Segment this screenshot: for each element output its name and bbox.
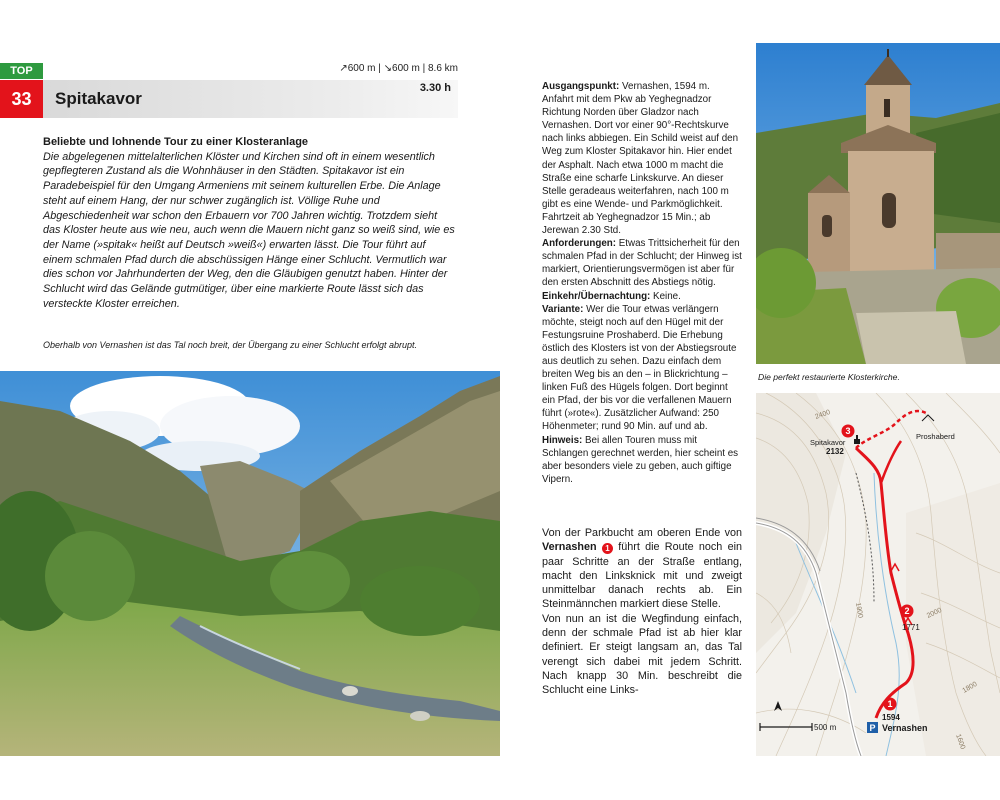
- intro-body: Die abgelegenen mittelalterlichen Klöster und Kirchen sind oft in einem wesentlich gepflegteren Zustand als die Wohnhäuser in den Städten. Spitakavor ist ein Paradebeispiel für den Umgang Armeniens mit seinem kulturellen Erbe. Die Anlage steht auf einem Hang, der nur schwer zugänglich ist. Völlige Ruhe und Abgeschiedenheit war schon den Erbauern vor 700 Jahren wichtig. Trotzdem sieht das Kloster heute aus wie neu, auch wenn die Mauern nicht ganz so weiß sind, wie es der Name (»spitak« heißt auf Deutsch »weiß«) erwarten lässt. Die Tour führt auf einem schmalen Pfad durch die abschüssigen Hänge einer Schlucht. Vermutlich war dies schon vor Jahrhunderten der Weg, den die Gläubigen genutzt haben. Hinter der Schlucht wird das Gelände gutmütiger, über eine markierte Route lässt sich das versteckte Kloster erreichen.: [43, 150, 455, 310]
- church-illustration: [756, 43, 1000, 364]
- map-waypoint-3: [842, 425, 855, 438]
- contour-label-1800: 1800: [961, 680, 979, 695]
- map-label-vernashen: Vernashen: [882, 723, 928, 733]
- valley-illustration: [0, 371, 500, 756]
- intro-headline: Beliebte und lohnende Tour zu einer Klosteranlage: [43, 136, 309, 148]
- map-waypoint-2: [901, 605, 914, 618]
- intro-section: [43, 135, 456, 311]
- church-photo-caption: Die perfekt restaurierte Klosterkirche.: [758, 372, 900, 382]
- info-req-text: Etwas Trittsicherheit für den schmalen Pfad in der Schlucht; der Hinweg ist markiert, Orientierungsvermögen ist aber für den ersten Abschnitt des Abstiegs nötig.: [542, 238, 742, 289]
- route-p1-end: führt die Route noch ein paar Schritte an der Straße entlang, macht den Linksknick mit und zweigt unmittelbar danach rechts ab. Ein Steinmännchen markiert diese Stelle.: [542, 541, 742, 611]
- map-waypoint-2-label: 2: [904, 606, 910, 616]
- info-variant: [542, 303, 742, 434]
- top-badge: TOP: [0, 63, 43, 79]
- info-note: [542, 434, 742, 486]
- map-svg: [756, 393, 1000, 756]
- info-start-label: Ausgangspunkt:: [542, 81, 620, 92]
- map-label-proshaberd: Proshaberd: [916, 432, 955, 441]
- route-description: [542, 526, 742, 698]
- map-scale-label: 500 m: [814, 723, 837, 732]
- parking-icon: [867, 722, 878, 733]
- info-note-label: Hinweis:: [542, 434, 583, 446]
- route-map: [756, 393, 1000, 756]
- map-elevation-vernashen: 1594: [882, 713, 900, 722]
- route-p1-start: Von der Parkbucht am oberen Ende von: [542, 527, 742, 539]
- route-paragraph-1: [542, 526, 742, 612]
- tour-stats: ↗600 m | ↘600 m | 8.6 km: [339, 63, 458, 74]
- route-paragraph-2: Von nun an ist die Wegfindung einfach, denn der schmale Pfad ist ab hier klar definiert. Er steigt langsam an, das Tal verengt sich dabei mit jedem Schritt. Nach knapp 30 Min. beschreibt die Schlucht eine Links-: [542, 612, 742, 697]
- info-block: [542, 80, 742, 486]
- info-var-text: Wer die Tour etwas verlängern möchte, steigt noch auf den Hügel mit der Festungsruine Proshaberd. Die Erhebung östlich des Klosters ist von der Abstiegsroute aus deutlich zu sehen. Dazu einfach dem breiten Weg bis an den – in Blickrichtung – linken Fuß des Hügels folgen. Dort beginnt ein Pfad, der bis vor die verfallenen Mauern führt (»rote«). Zusätzlicher Aufwand: 250 Höhenmeter; rund 90 Min. auf und ab.: [542, 303, 737, 433]
- map-label-spitakavor: Spitakavor: [810, 438, 846, 447]
- valley-photo: [0, 371, 500, 756]
- contour-label-2400: 2400: [814, 408, 832, 421]
- info-stop-text: Keine.: [650, 290, 681, 302]
- parking-label: P: [869, 723, 876, 733]
- info-requirements: [542, 237, 742, 289]
- info-var-label: Variante:: [542, 303, 584, 315]
- tour-duration: 3.30 h: [419, 82, 451, 94]
- map-waypoint-1-label: 1: [887, 699, 893, 709]
- contour-label-1600: 1600: [954, 733, 967, 751]
- title-bar: [43, 80, 458, 118]
- tour-number: 33: [0, 80, 43, 118]
- map-elevation-wp2: 1771: [902, 623, 920, 632]
- valley-photo-caption: Oberhalb von Vernashen ist das Tal noch breit, der Übergang zu einer Schlucht erfolgt abrupt.: [43, 340, 418, 350]
- info-start-text: Vernashen, 1594 m. Anfahrt mit dem Pkw ab Yeghegnadzor Richtung Norden über Gladzor nach Vernashen. Dort vor einer 90°-Rechtskurve nach links abbiegen. Ein Schild weist auf den Weg zum Kloster Spitakavor hin. Hier endet der Asphalt. Nach etwa 1000 m macht die Straße eine scharfe Linkskurve. An dieser Stelle geradeaus weiterfahren, nach 100 m gibt es eine Wende- und Parkmöglichkeit. Fahrtzeit ab Yeghegnadzor 15 Min.; ab Jerewan 2.30 Std.: [542, 81, 739, 237]
- info-note-text: Bei allen Touren muss mit Schlangen gerechnet werden, hier scheint es aber besonders viele zu geben, auch giftige Vipern.: [542, 434, 739, 485]
- route-place-vernashen: Vernashen: [542, 541, 597, 554]
- contour-label-1900: 1900: [854, 602, 864, 619]
- waypoint-1-icon: 1: [602, 543, 613, 554]
- info-start: [542, 80, 742, 237]
- info-req-label: Anforderungen:: [542, 238, 617, 250]
- contour-label-2000: 2000: [925, 606, 943, 620]
- info-stop: [542, 290, 742, 303]
- tour-title: Spitakavor: [55, 89, 142, 108]
- map-elevation-spitakavor: 2132: [826, 447, 844, 456]
- map-waypoint-1: [884, 698, 897, 711]
- info-stop-label: Einkehr/Übernachtung:: [542, 290, 651, 302]
- map-waypoint-3-label: 3: [845, 426, 851, 436]
- church-photo: [756, 43, 1000, 364]
